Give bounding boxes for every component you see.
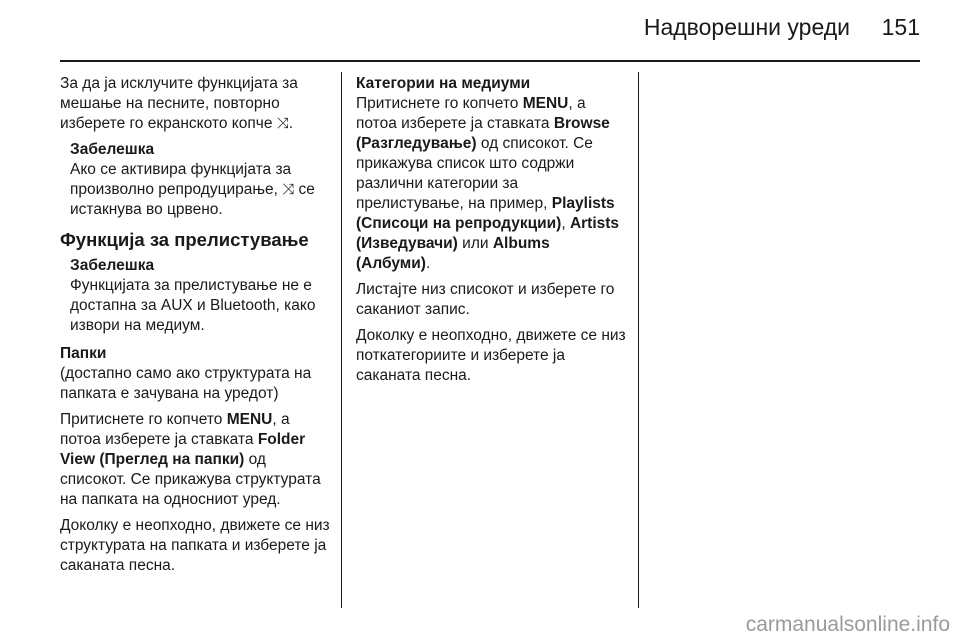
menu-item-label: Folder View (Преглед на папки): [60, 431, 306, 468]
middle-column: [356, 74, 628, 392]
note-text: се истакнува во црвено.: [70, 181, 315, 218]
paragraph-text: Листајте низ списокот и изберете го саканиот запис.: [356, 281, 615, 318]
paragraph-text: .: [425, 255, 431, 272]
note-shuffle: [70, 140, 332, 220]
paragraph-text: Притиснете го копчето: [60, 411, 223, 428]
intro-end: .: [288, 115, 294, 132]
menu-key-label: MENU: [226, 411, 273, 428]
note-title: Забелешка: [70, 141, 155, 158]
watermark: carmanualsonline.info: [745, 613, 950, 636]
paragraph-text: ,: [561, 215, 566, 232]
category-label: Artists (Изведувачи): [356, 215, 620, 252]
shuffle-icon: ⤨: [276, 115, 289, 132]
folders-block: [60, 344, 332, 404]
section-heading: Функција за прелистување: [60, 229, 309, 250]
menu-key-label: MENU: [522, 95, 569, 112]
categories-paragraph: [356, 326, 628, 386]
left-column: [60, 74, 332, 582]
column-divider-right: [638, 72, 639, 608]
paragraph-text: , а потоа изберете ја ставката: [356, 95, 586, 132]
intro-text: За да ја исклучите функцијата за мешање на песните, повторно изберете го екранското копче: [60, 75, 298, 132]
page-title: Надворешни уреди: [643, 14, 850, 40]
category-label: Playlists (Списоци на репродукции): [356, 195, 615, 232]
column-divider-left: [341, 72, 342, 608]
paragraph-text: (достапно само ако структурата на папката е зачувана на уредот): [60, 365, 312, 402]
paragraph-text: од списокот. Се прикажува список што содржи различни категории за прелистување, на пример,: [356, 135, 593, 212]
intro-paragraph: [60, 74, 332, 134]
category-label: Albums (Албуми): [356, 235, 550, 272]
paragraph-text: Притиснете го копчето: [356, 95, 519, 112]
note-text: Функцијата за прелистување не е достапна за AUX и Bluetooth, како извори на медиум.: [70, 277, 316, 334]
shuffle-icon: ⤨: [282, 181, 295, 198]
paragraph-text: или: [462, 235, 489, 252]
note-title: Забелешка: [70, 257, 155, 274]
categories-block: [356, 74, 628, 274]
header-divider: [60, 60, 920, 62]
note-browse: [70, 256, 332, 336]
sub-heading: Папки: [60, 345, 107, 362]
page-number: 151: [881, 14, 920, 40]
paragraph-text: од списокот. Се прикажува структурата на папката на односниот уред.: [60, 451, 321, 508]
folders-paragraph: [60, 516, 332, 576]
sub-heading: Категории на медиуми: [356, 75, 531, 92]
paragraph-text: Доколку е неопходно, движете се низ структурата на папката и изберете ја саканата песна.: [60, 517, 330, 574]
categories-paragraph: [356, 280, 628, 320]
note-text: Ако се активира функцијата за произволно репродуцирање,: [70, 161, 292, 198]
menu-item-label: Browse (Разгледување): [356, 115, 610, 152]
paragraph-text: , а потоа изберете ја ставката: [60, 411, 290, 448]
paragraph-text: Доколку е неопходно, движете се низ поткатегориите и изберете ја саканата песна.: [356, 327, 626, 384]
folders-paragraph: [60, 410, 332, 510]
